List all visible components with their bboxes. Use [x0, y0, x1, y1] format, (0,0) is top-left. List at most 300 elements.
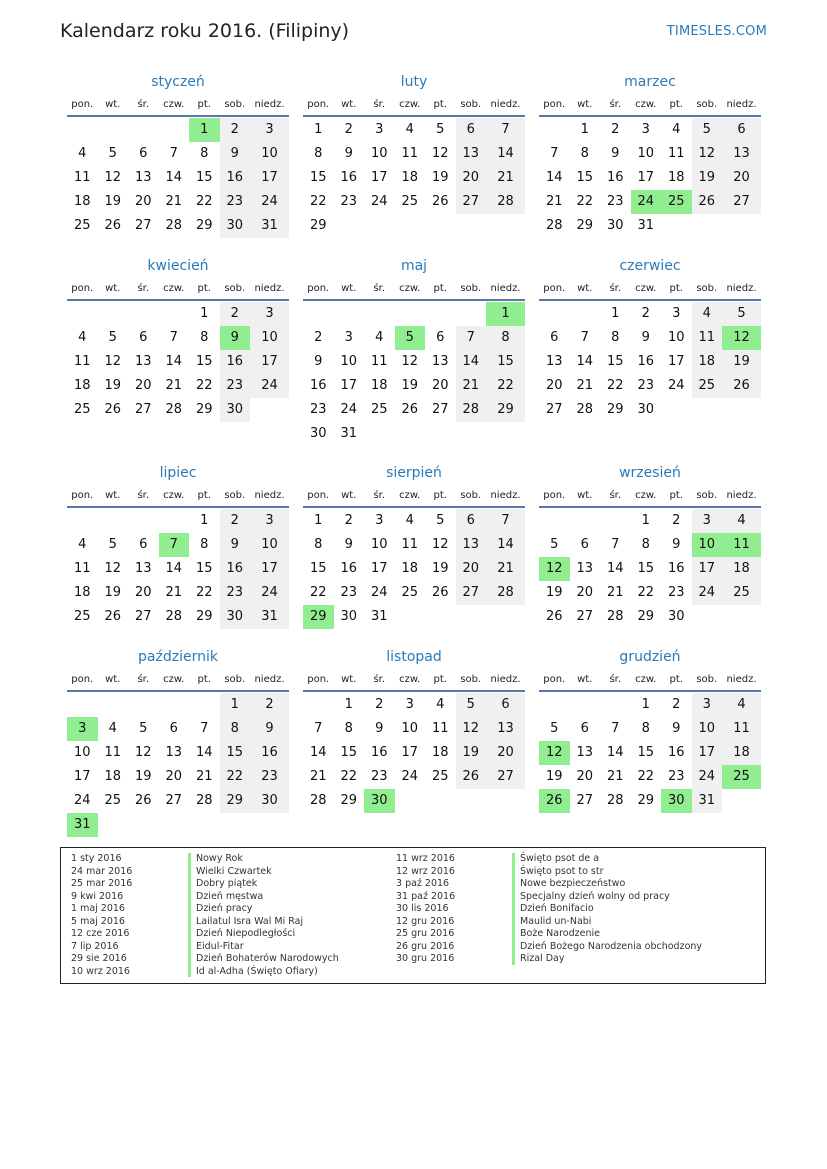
day-cell[interactable]: 15 — [195, 561, 213, 576]
day-cell[interactable]: 31 — [250, 605, 289, 629]
day-cell[interactable]: 1 — [344, 697, 353, 712]
day-cell[interactable]: 25 — [73, 402, 91, 417]
day-cell[interactable]: 27 — [134, 218, 152, 233]
day-cell[interactable]: 2 — [672, 697, 681, 712]
day-cell[interactable]: 16 — [606, 170, 624, 185]
day-cell[interactable]: 22 — [195, 585, 213, 600]
day-cell[interactable]: 7 — [580, 330, 589, 345]
day-cell[interactable]: 4 — [722, 693, 761, 717]
day-cell[interactable]: 15 — [309, 170, 327, 185]
day-cell[interactable]: 17 — [692, 557, 723, 581]
day-cell[interactable]: 27 — [486, 765, 525, 789]
day-cell[interactable]: 30 — [220, 398, 251, 422]
day-cell[interactable]: 19 — [692, 166, 723, 190]
day-cell[interactable]: 15 — [637, 745, 655, 760]
day-cell[interactable]: 9 — [314, 354, 323, 369]
day-cell[interactable]: 16 — [667, 561, 685, 576]
day-cell[interactable]: 9 — [672, 537, 681, 552]
day-cell[interactable]: 7 — [159, 533, 190, 557]
day-cell[interactable]: 13 — [134, 561, 152, 576]
day-cell[interactable]: 17 — [340, 378, 358, 393]
day-cell[interactable]: 19 — [104, 378, 122, 393]
day-cell[interactable]: 2 — [611, 122, 620, 137]
day-cell[interactable]: 18 — [370, 378, 388, 393]
day-cell[interactable]: 21 — [606, 769, 624, 784]
day-cell[interactable]: 12 — [134, 745, 152, 760]
day-cell[interactable]: 23 — [637, 378, 655, 393]
day-cell[interactable]: 1 — [189, 118, 220, 142]
day-cell[interactable]: 14 — [606, 745, 624, 760]
day-cell[interactable]: 5 — [108, 330, 117, 345]
day-cell[interactable]: 12 — [401, 354, 419, 369]
day-cell[interactable]: 21 — [165, 378, 183, 393]
day-cell[interactable]: 8 — [220, 717, 251, 741]
day-cell[interactable]: 24 — [250, 190, 289, 214]
day-cell[interactable]: 15 — [576, 170, 594, 185]
day-cell[interactable]: 12 — [539, 557, 570, 581]
day-cell[interactable]: 10 — [370, 537, 388, 552]
day-cell[interactable]: 11 — [370, 354, 388, 369]
day-cell[interactable]: 5 — [550, 537, 559, 552]
day-cell[interactable]: 22 — [637, 585, 655, 600]
day-cell[interactable]: 9 — [250, 717, 289, 741]
day-cell[interactable]: 22 — [340, 769, 358, 784]
day-cell[interactable]: 8 — [580, 146, 589, 161]
day-cell[interactable]: 10 — [250, 326, 289, 350]
day-cell[interactable]: 3 — [375, 513, 384, 528]
day-cell[interactable]: 5 — [108, 537, 117, 552]
day-cell[interactable]: 18 — [401, 170, 419, 185]
day-cell[interactable]: 28 — [309, 793, 327, 808]
day-cell[interactable]: 22 — [606, 378, 624, 393]
day-cell[interactable]: 26 — [401, 402, 419, 417]
day-cell[interactable]: 10 — [401, 721, 419, 736]
day-cell[interactable]: 17 — [692, 741, 723, 765]
day-cell[interactable]: 3 — [692, 509, 723, 533]
day-cell[interactable]: 20 — [722, 166, 761, 190]
day-cell[interactable]: 2 — [220, 302, 251, 326]
day-cell[interactable]: 27 — [576, 793, 594, 808]
day-cell[interactable]: 28 — [576, 402, 594, 417]
day-cell[interactable]: 7 — [169, 146, 178, 161]
day-cell[interactable]: 30 — [309, 426, 327, 441]
day-cell[interactable]: 3 — [375, 122, 384, 137]
day-cell[interactable]: 25 — [401, 194, 419, 209]
day-cell[interactable]: 29 — [195, 218, 213, 233]
day-cell[interactable]: 20 — [134, 378, 152, 393]
day-cell[interactable]: 26 — [545, 609, 563, 624]
day-cell[interactable]: 13 — [134, 170, 152, 185]
day-cell[interactable]: 31 — [250, 214, 289, 238]
day-cell[interactable]: 22 — [195, 194, 213, 209]
day-cell[interactable]: 4 — [78, 330, 87, 345]
day-cell[interactable]: 1 — [641, 513, 650, 528]
day-cell[interactable]: 25 — [692, 374, 723, 398]
day-cell[interactable]: 5 — [692, 118, 723, 142]
day-cell[interactable]: 14 — [545, 170, 563, 185]
day-cell[interactable]: 21 — [195, 769, 213, 784]
day-cell[interactable]: 1 — [580, 122, 589, 137]
day-cell[interactable]: 4 — [375, 330, 384, 345]
day-cell[interactable]: 23 — [220, 581, 251, 605]
day-cell[interactable]: 25 — [370, 402, 388, 417]
day-cell[interactable]: 21 — [309, 769, 327, 784]
day-cell[interactable]: 19 — [104, 585, 122, 600]
day-cell[interactable]: 8 — [611, 330, 620, 345]
day-cell[interactable]: 23 — [220, 190, 251, 214]
day-cell[interactable]: 28 — [486, 190, 525, 214]
day-cell[interactable]: 28 — [195, 793, 213, 808]
day-cell[interactable]: 3 — [405, 697, 414, 712]
day-cell[interactable]: 19 — [545, 585, 563, 600]
day-cell[interactable]: 20 — [165, 769, 183, 784]
day-cell[interactable]: 1 — [611, 306, 620, 321]
day-cell[interactable]: 12 — [104, 354, 122, 369]
day-cell[interactable]: 26 — [104, 218, 122, 233]
day-cell[interactable]: 8 — [200, 330, 209, 345]
day-cell[interactable]: 3 — [250, 302, 289, 326]
day-cell[interactable]: 25 — [722, 581, 761, 605]
day-cell[interactable]: 26 — [722, 374, 761, 398]
day-cell[interactable]: 5 — [108, 146, 117, 161]
day-cell[interactable]: 20 — [456, 557, 487, 581]
day-cell[interactable]: 21 — [576, 378, 594, 393]
day-cell[interactable]: 15 — [486, 350, 525, 374]
day-cell[interactable]: 24 — [667, 378, 685, 393]
day-cell[interactable]: 18 — [73, 194, 91, 209]
day-cell[interactable]: 14 — [486, 142, 525, 166]
day-cell[interactable]: 3 — [250, 509, 289, 533]
day-cell[interactable]: 24 — [370, 585, 388, 600]
day-cell[interactable]: 3 — [672, 306, 681, 321]
day-cell[interactable]: 26 — [539, 789, 570, 813]
day-cell[interactable]: 14 — [165, 561, 183, 576]
day-cell[interactable]: 27 — [722, 190, 761, 214]
day-cell[interactable]: 1 — [641, 697, 650, 712]
day-cell[interactable]: 1 — [314, 513, 323, 528]
day-cell[interactable]: 24 — [250, 581, 289, 605]
day-cell[interactable]: 21 — [545, 194, 563, 209]
day-cell[interactable]: 9 — [344, 537, 353, 552]
day-cell[interactable]: 2 — [250, 693, 289, 717]
day-cell[interactable]: 16 — [370, 745, 388, 760]
day-cell[interactable]: 29 — [576, 218, 594, 233]
day-cell[interactable]: 18 — [722, 557, 761, 581]
day-cell[interactable]: 31 — [692, 789, 723, 813]
day-cell[interactable]: 14 — [606, 561, 624, 576]
day-cell[interactable]: 10 — [73, 745, 91, 760]
day-cell[interactable]: 8 — [344, 721, 353, 736]
day-cell[interactable]: 8 — [641, 721, 650, 736]
day-cell[interactable]: 25 — [401, 585, 419, 600]
day-cell[interactable]: 6 — [550, 330, 559, 345]
day-cell[interactable]: 3 — [641, 122, 650, 137]
day-cell[interactable]: 18 — [722, 741, 761, 765]
day-cell[interactable]: 11 — [401, 146, 419, 161]
day-cell[interactable]: 31 — [370, 609, 388, 624]
day-cell[interactable]: 27 — [134, 402, 152, 417]
day-cell[interactable]: 27 — [431, 402, 449, 417]
day-cell[interactable]: 28 — [545, 218, 563, 233]
day-cell[interactable]: 17 — [73, 769, 91, 784]
day-cell[interactable]: 1 — [200, 513, 209, 528]
day-cell[interactable]: 6 — [456, 509, 487, 533]
day-cell[interactable]: 4 — [405, 513, 414, 528]
day-cell[interactable]: 18 — [73, 585, 91, 600]
day-cell[interactable]: 13 — [545, 354, 563, 369]
day-cell[interactable]: 20 — [576, 769, 594, 784]
day-cell[interactable]: 16 — [340, 561, 358, 576]
day-cell[interactable]: 23 — [340, 194, 358, 209]
day-cell[interactable]: 17 — [250, 350, 289, 374]
day-cell[interactable]: 19 — [401, 378, 419, 393]
day-cell[interactable]: 26 — [104, 402, 122, 417]
day-cell[interactable]: 29 — [340, 793, 358, 808]
day-cell[interactable]: 26 — [104, 609, 122, 624]
day-cell[interactable]: 11 — [722, 533, 761, 557]
day-cell[interactable]: 11 — [73, 170, 91, 185]
day-cell[interactable]: 15 — [340, 745, 358, 760]
day-cell[interactable]: 2 — [344, 122, 353, 137]
day-cell[interactable]: 6 — [139, 146, 148, 161]
day-cell[interactable]: 17 — [250, 557, 289, 581]
day-cell[interactable]: 11 — [431, 721, 449, 736]
day-cell[interactable]: 16 — [220, 557, 251, 581]
day-cell[interactable]: 12 — [692, 142, 723, 166]
day-cell[interactable]: 28 — [165, 218, 183, 233]
day-cell[interactable]: 23 — [340, 585, 358, 600]
day-cell[interactable]: 20 — [134, 194, 152, 209]
day-cell[interactable]: 6 — [169, 721, 178, 736]
day-cell[interactable]: 26 — [431, 585, 449, 600]
day-cell[interactable]: 9 — [375, 721, 384, 736]
day-cell[interactable]: 23 — [667, 769, 685, 784]
day-cell[interactable]: 21 — [486, 557, 525, 581]
day-cell[interactable]: 5 — [550, 721, 559, 736]
day-cell[interactable]: 14 — [165, 170, 183, 185]
day-cell[interactable]: 27 — [165, 793, 183, 808]
day-cell[interactable]: 29 — [195, 402, 213, 417]
day-cell[interactable]: 29 — [637, 609, 655, 624]
day-cell[interactable]: 2 — [220, 509, 251, 533]
day-cell[interactable]: 30 — [220, 605, 251, 629]
day-cell[interactable]: 28 — [165, 402, 183, 417]
day-cell[interactable]: 9 — [641, 330, 650, 345]
day-cell[interactable]: 15 — [195, 354, 213, 369]
day-cell[interactable]: 6 — [580, 537, 589, 552]
day-cell[interactable]: 2 — [641, 306, 650, 321]
day-cell[interactable]: 5 — [436, 122, 445, 137]
day-cell[interactable]: 13 — [134, 354, 152, 369]
day-cell[interactable]: 23 — [220, 374, 251, 398]
day-cell[interactable]: 7 — [611, 537, 620, 552]
day-cell[interactable]: 16 — [220, 350, 251, 374]
day-cell[interactable]: 20 — [576, 585, 594, 600]
day-cell[interactable]: 30 — [667, 609, 685, 624]
day-cell[interactable]: 9 — [220, 326, 251, 350]
day-cell[interactable]: 12 — [431, 146, 449, 161]
day-cell[interactable]: 4 — [405, 122, 414, 137]
day-cell[interactable]: 17 — [667, 354, 685, 369]
day-cell[interactable]: 30 — [606, 218, 624, 233]
day-cell[interactable]: 24 — [692, 765, 723, 789]
day-cell[interactable]: 10 — [692, 717, 723, 741]
day-cell[interactable]: 24 — [692, 581, 723, 605]
day-cell[interactable]: 14 — [486, 533, 525, 557]
day-cell[interactable]: 23 — [370, 769, 388, 784]
day-cell[interactable]: 29 — [606, 402, 624, 417]
day-cell[interactable]: 7 — [550, 146, 559, 161]
day-cell[interactable]: 15 — [637, 561, 655, 576]
day-cell[interactable]: 13 — [722, 142, 761, 166]
day-cell[interactable]: 8 — [314, 146, 323, 161]
day-cell[interactable]: 4 — [692, 302, 723, 326]
day-cell[interactable]: 9 — [672, 721, 681, 736]
day-cell[interactable]: 15 — [606, 354, 624, 369]
day-cell[interactable]: 29 — [195, 609, 213, 624]
day-cell[interactable]: 15 — [195, 170, 213, 185]
day-cell[interactable]: 24 — [73, 793, 91, 808]
day-cell[interactable]: 27 — [134, 609, 152, 624]
day-cell[interactable]: 14 — [456, 350, 487, 374]
day-cell[interactable]: 8 — [486, 326, 525, 350]
day-cell[interactable]: 22 — [637, 769, 655, 784]
day-cell[interactable]: 11 — [104, 745, 122, 760]
day-cell[interactable]: 22 — [220, 765, 251, 789]
day-cell[interactable]: 22 — [309, 585, 327, 600]
day-cell[interactable]: 22 — [486, 374, 525, 398]
day-cell[interactable]: 1 — [314, 122, 323, 137]
day-cell[interactable]: 24 — [631, 190, 662, 214]
day-cell[interactable]: 7 — [200, 721, 209, 736]
day-cell[interactable]: 4 — [108, 721, 117, 736]
day-cell[interactable]: 14 — [309, 745, 327, 760]
day-cell[interactable]: 30 — [220, 214, 251, 238]
day-cell[interactable]: 11 — [73, 561, 91, 576]
day-cell[interactable]: 8 — [641, 537, 650, 552]
day-cell[interactable]: 5 — [395, 326, 426, 350]
day-cell[interactable]: 25 — [73, 218, 91, 233]
day-cell[interactable]: 10 — [250, 533, 289, 557]
day-cell[interactable]: 3 — [67, 717, 98, 741]
day-cell[interactable]: 9 — [344, 146, 353, 161]
day-cell[interactable]: 13 — [576, 745, 594, 760]
day-cell[interactable]: 21 — [456, 374, 487, 398]
day-cell[interactable]: 10 — [667, 330, 685, 345]
day-cell[interactable]: 28 — [165, 609, 183, 624]
day-cell[interactable]: 19 — [456, 741, 487, 765]
day-cell[interactable]: 6 — [486, 693, 525, 717]
day-cell[interactable]: 17 — [370, 170, 388, 185]
day-cell[interactable]: 8 — [200, 146, 209, 161]
day-cell[interactable]: 12 — [104, 561, 122, 576]
day-cell[interactable]: 7 — [169, 330, 178, 345]
day-cell[interactable]: 21 — [165, 194, 183, 209]
day-cell[interactable]: 18 — [73, 378, 91, 393]
day-cell[interactable]: 27 — [545, 402, 563, 417]
day-cell[interactable]: 4 — [78, 537, 87, 552]
day-cell[interactable]: 25 — [104, 793, 122, 808]
day-cell[interactable]: 27 — [576, 609, 594, 624]
day-cell[interactable]: 20 — [134, 585, 152, 600]
day-cell[interactable]: 9 — [220, 533, 251, 557]
day-cell[interactable]: 31 — [67, 813, 98, 837]
day-cell[interactable]: 19 — [431, 561, 449, 576]
day-cell[interactable]: 25 — [73, 609, 91, 624]
day-cell[interactable]: 24 — [340, 402, 358, 417]
day-cell[interactable]: 4 — [436, 697, 445, 712]
day-cell[interactable]: 6 — [456, 118, 487, 142]
day-cell[interactable]: 26 — [431, 194, 449, 209]
day-cell[interactable]: 19 — [545, 769, 563, 784]
day-cell[interactable]: 16 — [250, 741, 289, 765]
day-cell[interactable]: 1 — [200, 306, 209, 321]
day-cell[interactable]: 24 — [370, 194, 388, 209]
day-cell[interactable]: 7 — [456, 326, 487, 350]
day-cell[interactable]: 26 — [692, 190, 723, 214]
day-cell[interactable]: 6 — [139, 330, 148, 345]
day-cell[interactable]: 28 — [606, 609, 624, 624]
day-cell[interactable]: 15 — [309, 561, 327, 576]
day-cell[interactable]: 23 — [250, 765, 289, 789]
day-cell[interactable]: 10 — [340, 354, 358, 369]
day-cell[interactable]: 3 — [344, 330, 353, 345]
day-cell[interactable]: 1 — [486, 302, 525, 326]
day-cell[interactable]: 23 — [309, 402, 327, 417]
day-cell[interactable]: 27 — [456, 581, 487, 605]
day-cell[interactable]: 2 — [375, 697, 384, 712]
day-cell[interactable]: 20 — [545, 378, 563, 393]
day-cell[interactable]: 22 — [195, 378, 213, 393]
day-cell[interactable]: 6 — [139, 537, 148, 552]
day-cell[interactable]: 29 — [303, 605, 334, 629]
day-cell[interactable]: 16 — [309, 378, 327, 393]
day-cell[interactable]: 30 — [661, 789, 692, 813]
day-cell[interactable]: 16 — [637, 354, 655, 369]
day-cell[interactable]: 13 — [456, 142, 487, 166]
day-cell[interactable]: 24 — [401, 769, 419, 784]
day-cell[interactable]: 13 — [486, 717, 525, 741]
day-cell[interactable]: 5 — [139, 721, 148, 736]
day-cell[interactable]: 24 — [250, 374, 289, 398]
day-cell[interactable]: 2 — [314, 330, 323, 345]
day-cell[interactable]: 3 — [250, 118, 289, 142]
day-cell[interactable]: 7 — [314, 721, 323, 736]
day-cell[interactable]: 11 — [73, 354, 91, 369]
day-cell[interactable]: 28 — [456, 398, 487, 422]
day-cell[interactable]: 12 — [431, 537, 449, 552]
day-cell[interactable]: 4 — [78, 146, 87, 161]
day-cell[interactable]: 11 — [401, 537, 419, 552]
day-cell[interactable]: 2 — [344, 513, 353, 528]
day-cell[interactable]: 3 — [692, 693, 723, 717]
day-cell[interactable]: 11 — [692, 326, 723, 350]
day-cell[interactable]: 18 — [431, 745, 449, 760]
day-cell[interactable]: 12 — [539, 741, 570, 765]
day-cell[interactable]: 5 — [436, 513, 445, 528]
day-cell[interactable]: 18 — [401, 561, 419, 576]
day-cell[interactable]: 13 — [165, 745, 183, 760]
day-cell[interactable]: 14 — [576, 354, 594, 369]
day-cell[interactable]: 28 — [606, 793, 624, 808]
day-cell[interactable]: 5 — [722, 302, 761, 326]
day-cell[interactable]: 4 — [722, 509, 761, 533]
day-cell[interactable]: 19 — [722, 350, 761, 374]
day-cell[interactable]: 21 — [165, 585, 183, 600]
day-cell[interactable]: 19 — [104, 194, 122, 209]
day-cell[interactable]: 29 — [309, 218, 327, 233]
day-cell[interactable]: 11 — [667, 146, 685, 161]
